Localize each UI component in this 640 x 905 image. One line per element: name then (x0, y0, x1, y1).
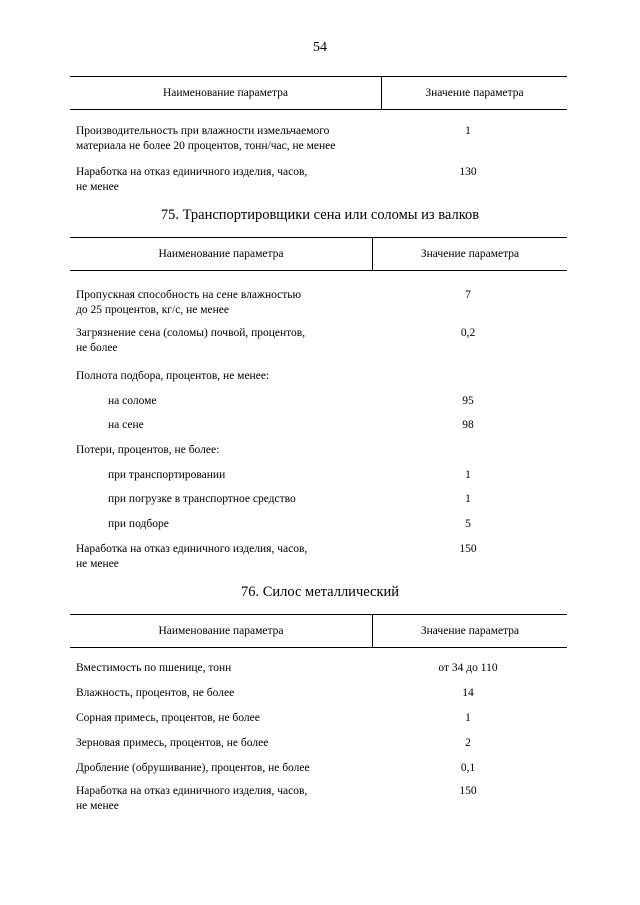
row-label-line: Производительность при влажности измельчаемого (76, 125, 330, 137)
header-value: Значение параметра (420, 625, 520, 637)
row-value: 1 (465, 125, 471, 137)
row-label-indented: на соломе (108, 395, 157, 407)
row-value: 14 (462, 687, 474, 699)
row-value: 0,1 (460, 762, 476, 774)
row-value: 150 (459, 785, 477, 797)
row-value: 7 (465, 289, 471, 301)
row-value: 1 (465, 493, 471, 505)
row-label: Потери, процентов, не более: (76, 444, 220, 456)
row-value: 1 (465, 712, 471, 724)
row-label-line: не менее (76, 558, 119, 570)
row-label-line: не менее (76, 181, 119, 193)
row-value: 5 (465, 518, 471, 530)
row-label-indented: при погрузке в транспортное средство (108, 493, 296, 505)
row-value: 98 (462, 419, 474, 431)
row-label: Дробление (обрушивание), процентов, не более (76, 762, 310, 774)
row-label-line: материала не более 20 процентов, тонн/час, не менее (76, 140, 336, 152)
header-name: Наименование параметра (158, 625, 284, 637)
row-value: 2 (465, 737, 471, 749)
header-value: Значение параметра (420, 248, 520, 260)
row-value: 1 (465, 469, 471, 481)
section-title: 76. Силос металлический (240, 584, 400, 600)
header-name: Наименование параметра (158, 248, 284, 260)
row-label: Полнота подбора, процентов, не менее: (76, 370, 270, 382)
row-label-line: Наработка на отказ единичного изделия, часов, (76, 166, 308, 178)
section-title: 75. Транспортировщики сена или соломы из валков (160, 207, 480, 223)
row-value: 150 (459, 543, 477, 555)
row-value: 0,2 (460, 327, 476, 339)
row-label: Влажность, процентов, не более (76, 687, 235, 699)
row-label-line: не менее (76, 800, 119, 812)
row-label-indented: при транспортировании (108, 469, 226, 481)
row-label-line: не более (76, 342, 118, 354)
header-name: Наименование параметра (162, 87, 289, 99)
row-value: 95 (462, 395, 474, 407)
row-label-indented: на сене (108, 419, 144, 431)
header-value: Значение параметра (425, 87, 524, 99)
row-label: Зерновая примесь, процентов, не более (76, 737, 269, 749)
row-value: 130 (459, 166, 477, 178)
row-label-line: Пропускная способность на сене влажностью (76, 289, 302, 301)
row-label-line: до 25 процентов, кг/с, не менее (76, 304, 229, 316)
row-label: Вместимость по пшенице, тонн (76, 662, 232, 674)
table-header (70, 237, 567, 271)
row-label: Сорная примесь, процентов, не более (76, 712, 260, 724)
row-value: от 34 до 110 (438, 662, 498, 674)
row-label-indented: при подборе (108, 518, 169, 530)
table-header (70, 614, 567, 648)
row-label-line: Наработка на отказ единичного изделия, часов, (76, 785, 308, 797)
table-header (70, 76, 567, 110)
row-label-line: Наработка на отказ единичного изделия, часов, (76, 543, 308, 555)
page-number: 54 (313, 40, 327, 55)
row-label-line: Загрязнение сена (соломы) почвой, процентов, (76, 327, 306, 339)
